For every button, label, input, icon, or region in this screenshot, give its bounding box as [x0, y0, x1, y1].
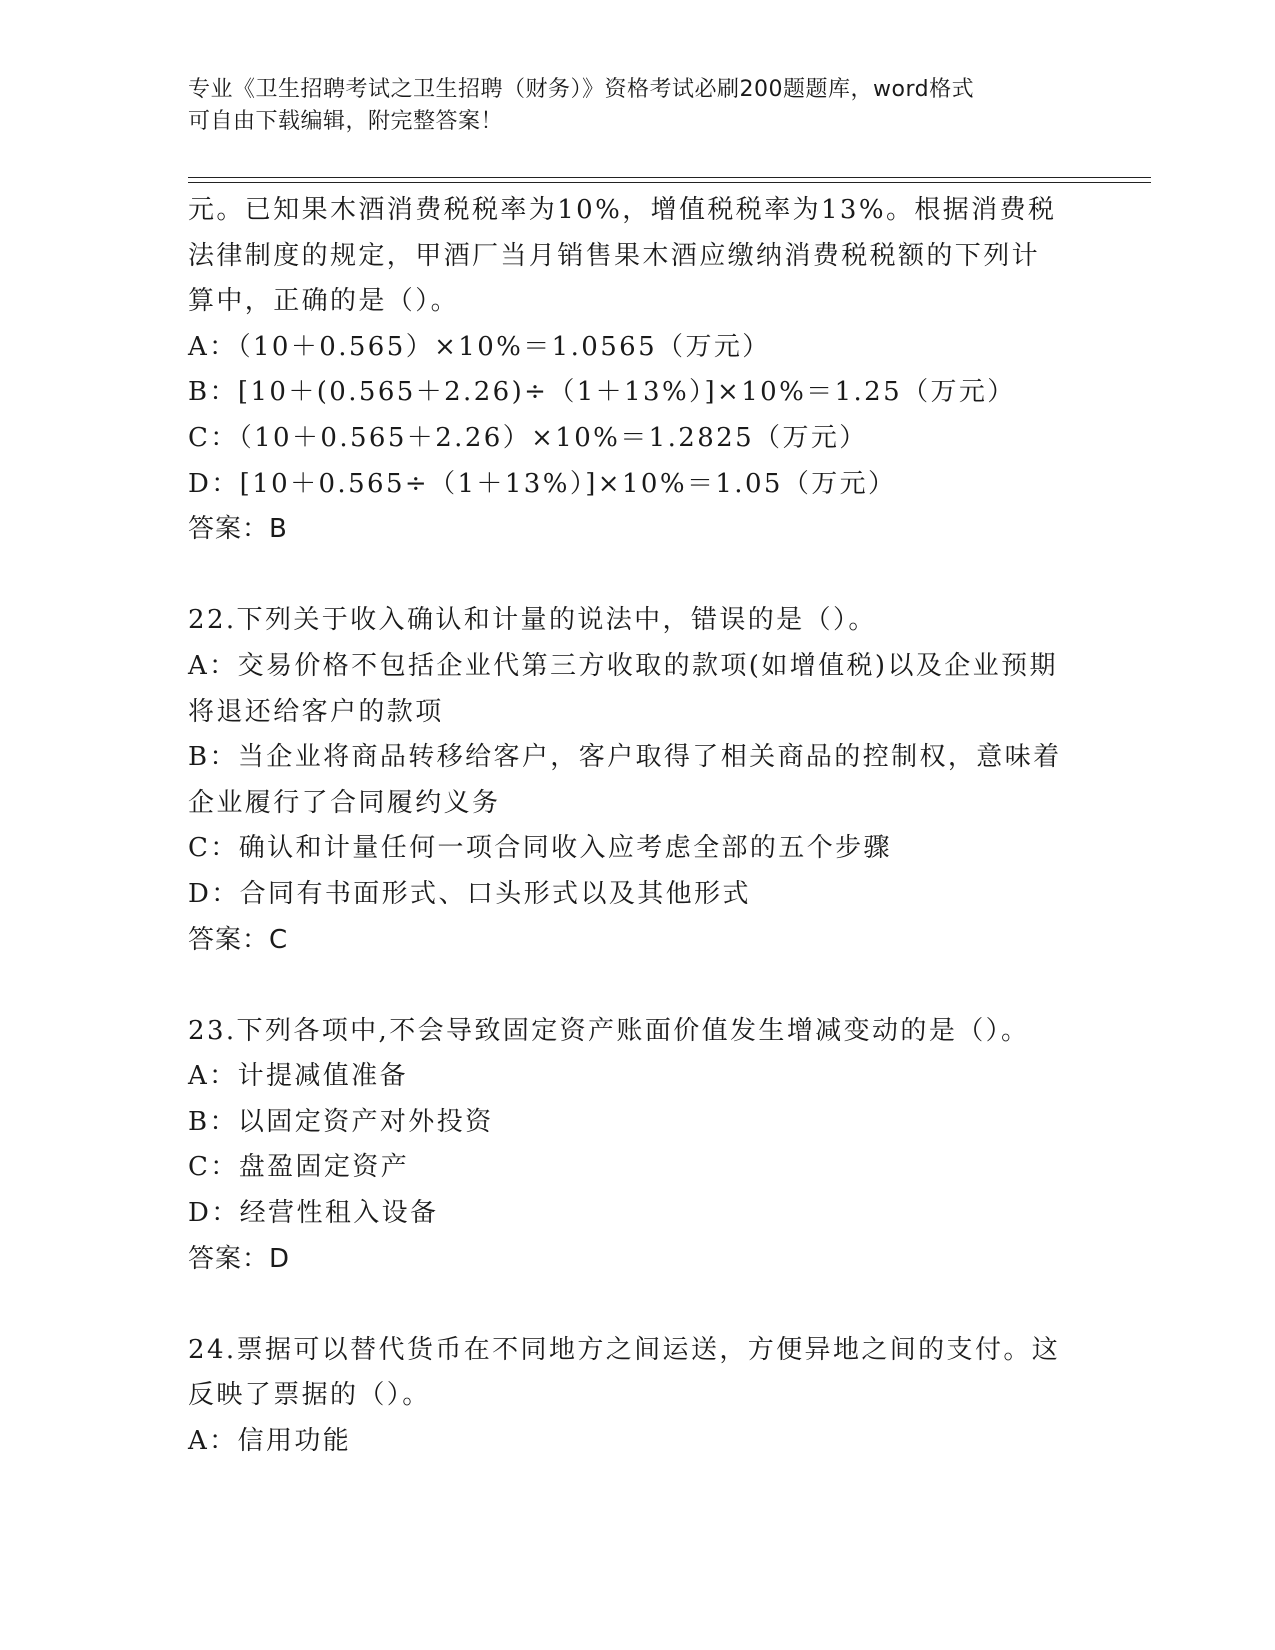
- question-22-option-a-cont: 将退还给客户的款项: [188, 696, 444, 727]
- question-21-option-d: D：[10＋0.565÷（1＋13%）]×10%＝1.05（万元）: [188, 468, 897, 499]
- question-22-block: [188, 598, 1088, 963]
- question-22-text: 22.下列关于收入确认和计量的说法中，错误的是（）。: [188, 605, 877, 636]
- question-24-block: [188, 1328, 1088, 1465]
- question-24-text: 24.票据可以替代货币在不同地方之间运送，方便异地之间的支付。这: [188, 1334, 1061, 1365]
- spacer: [188, 1282, 1088, 1328]
- spacer: [188, 553, 1088, 599]
- question-23-text: 23.下列各项中,不会导致固定资产账面价值发生增减变动的是（）。: [188, 1015, 1030, 1046]
- question-23-option-b: B：以固定资产对外投资: [188, 1106, 494, 1137]
- question-24-text-cont: 反映了票据的（）。: [188, 1380, 431, 1411]
- question-content: [188, 188, 1088, 1465]
- question-21-option-b: B：[10＋(0.565＋2.26)÷（1＋13%）]×10%＝1.25（万元）: [188, 377, 1016, 408]
- header-title-line: 专业《卫生招聘考试之卫生招聘（财务）》资格考试必刷200题题库，word格式: [188, 77, 975, 102]
- question-22-option-b: B：当企业将商品转移给客户，客户取得了相关商品的控制权，意味着: [188, 742, 1062, 773]
- question-23-block: [188, 1009, 1088, 1283]
- header-divider-bottom: [188, 182, 1151, 183]
- question-21-text-line: 算中，正确的是（）。: [188, 286, 460, 317]
- document-header: [188, 74, 1068, 138]
- question-21-answer: 答案：B: [188, 514, 288, 545]
- question-23-option-c: C：盘盈固定资产: [188, 1152, 410, 1183]
- question-22-option-b-cont: 企业履行了合同履约义务: [188, 787, 501, 818]
- question-24-option-a: A：信用功能: [188, 1426, 352, 1457]
- question-21-option-c: C：（10＋0.565＋2.26）×10%＝1.2825（万元）: [188, 422, 868, 453]
- spacer: [188, 963, 1088, 1009]
- header-subtitle-line: 可自由下载编辑，附完整答案！: [188, 109, 504, 134]
- question-21-text-line: 法律制度的规定，甲酒厂当月销售果木酒应缴纳消费税税额的下列计: [188, 240, 1041, 271]
- question-22-option-d: D：合同有书面形式、口头形式以及其他形式: [188, 878, 751, 909]
- question-21-text-line: 元。已知果木酒消费税税率为10%，增值税税率为13%。根据消费税: [188, 195, 1057, 225]
- question-21-block: [188, 188, 1088, 553]
- question-23-option-a: A：计提减值准备: [188, 1061, 408, 1092]
- question-21-option-a: A：（10＋0.565）×10%＝1.0565（万元）: [188, 331, 771, 362]
- question-22-option-c: C：确认和计量任何一项合同收入应考虑全部的五个步骤: [188, 833, 892, 864]
- question-22-answer: 答案：C: [188, 924, 289, 955]
- question-22-option-a: A：交易价格不包括企业代第三方收取的款项(如增值税)以及企业预期: [188, 650, 1058, 681]
- question-23-answer: 答案：D: [188, 1243, 291, 1274]
- question-23-option-d: D：经营性租入设备: [188, 1198, 439, 1229]
- header-divider-top: [188, 177, 1151, 178]
